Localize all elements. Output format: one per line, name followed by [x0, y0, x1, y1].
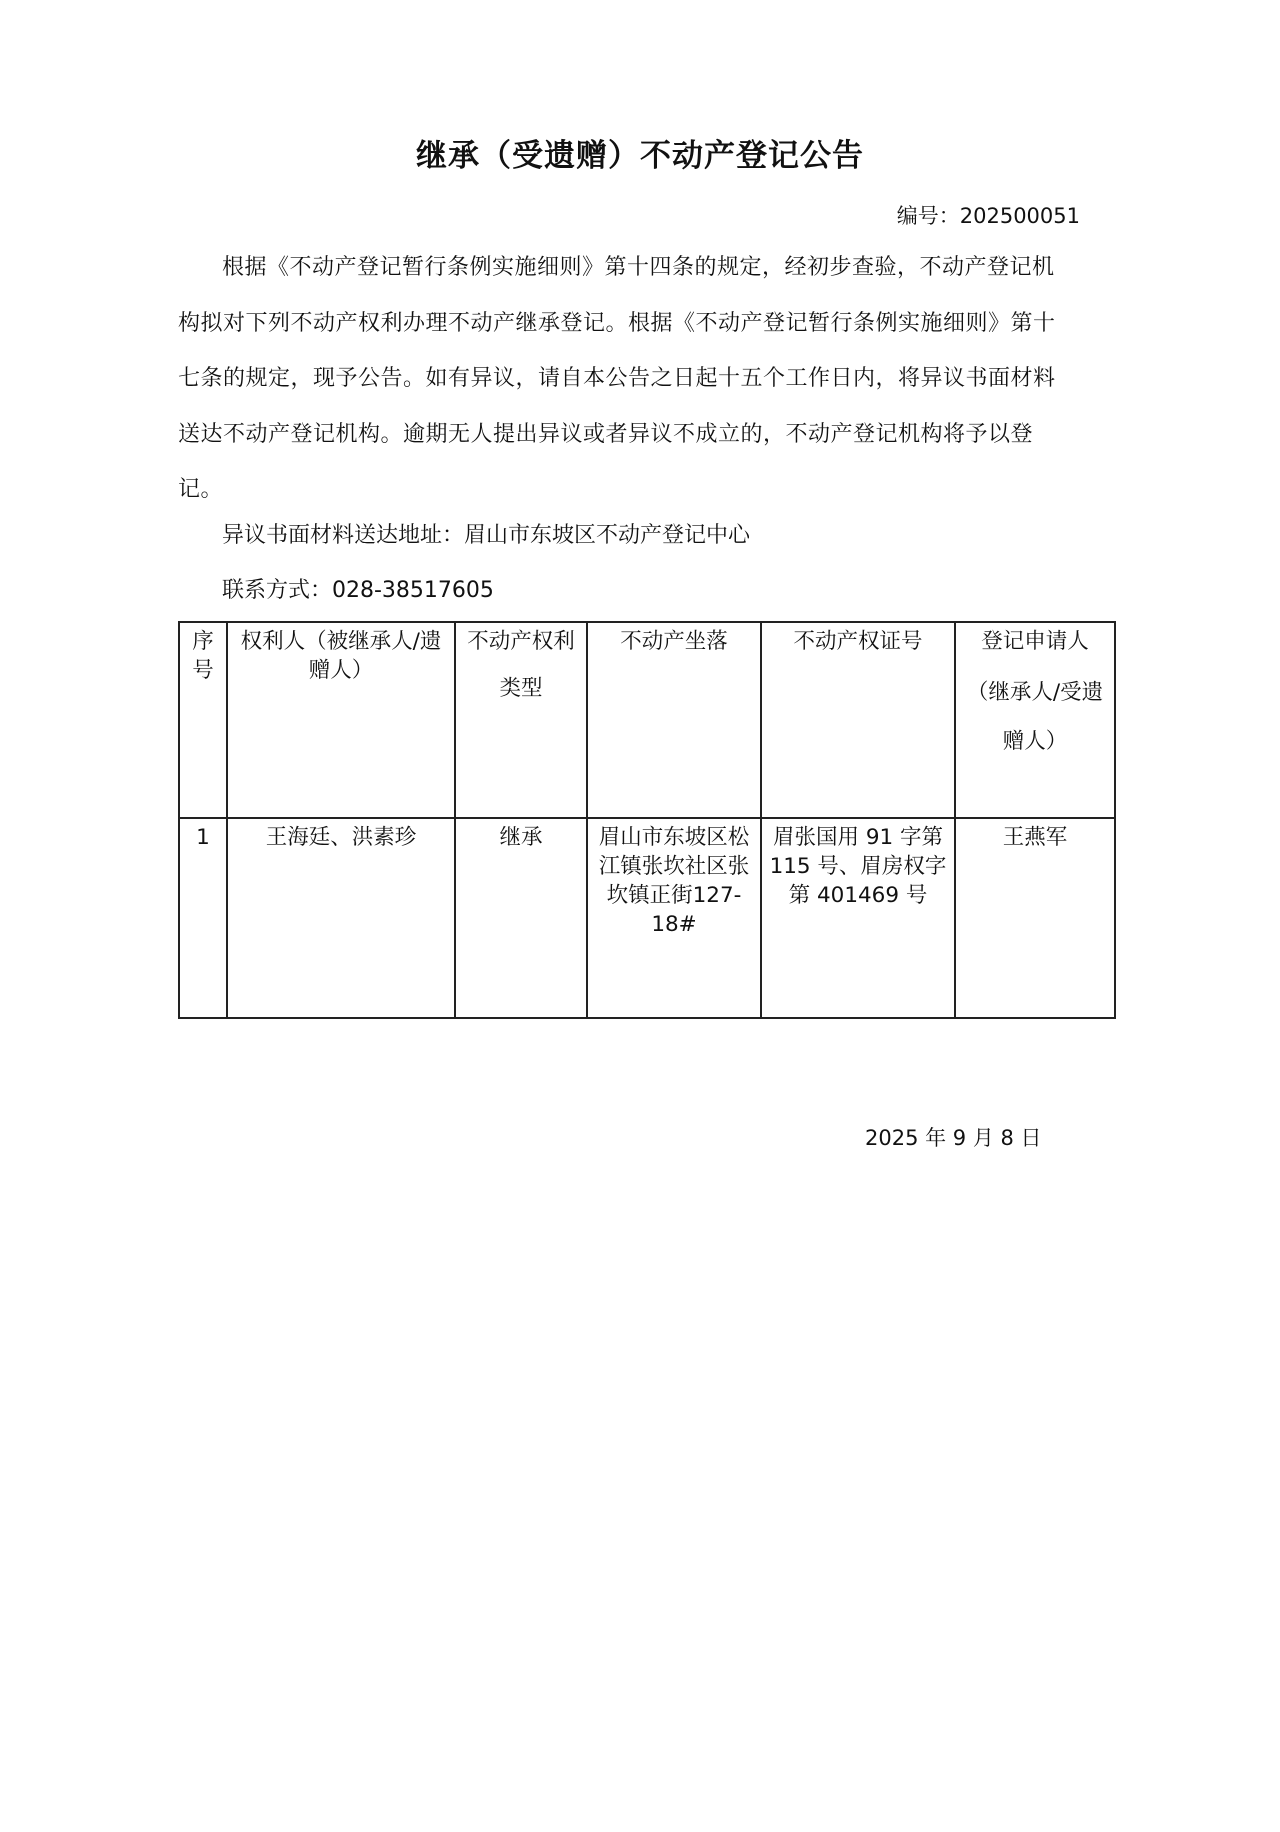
cell-right-type: 继承: [455, 818, 587, 1018]
notice-body: [178, 240, 1058, 518]
cell-applicant: 王燕军: [955, 818, 1115, 1018]
header-applicant-line1: 登记申请人: [981, 629, 1089, 654]
header-applicant: [955, 622, 1115, 818]
cell-owner: 王海廷、洪素珍: [227, 818, 455, 1018]
header-right-type: [455, 622, 587, 818]
notice-title: 继承（受遗赠）不动产登记公告: [416, 138, 864, 174]
table-row: [179, 818, 1115, 1018]
notice-number: 编号：202500051: [896, 204, 1080, 228]
registration-table: [178, 621, 1116, 1019]
cell-cert: 眉张国用 91 字第 115 号、眉房权字第 401469 号: [761, 818, 955, 1018]
header-right-type-line2: 类型: [499, 676, 543, 701]
header-cert: 不动产权证号: [761, 622, 955, 818]
cell-seq: 1: [179, 818, 227, 1018]
table-header-row: [179, 622, 1115, 818]
header-seq: 序号: [179, 622, 227, 818]
contact-info-text: 联系方式：028-38517605: [222, 578, 494, 603]
contact-info: [178, 563, 1058, 619]
header-right-type-line1: 不动产权利: [467, 629, 575, 654]
notice-date: 2025 年 9 月 8 日: [865, 1126, 1042, 1150]
cell-location: 眉山市东坡区松江镇张坎社区张坎镇正街127-18#: [587, 818, 761, 1018]
header-location: 不动产坐落: [587, 622, 761, 818]
header-applicant-line2: （继承人/受遗: [966, 680, 1104, 705]
objection-address-text: 异议书面材料送达地址：眉山市东坡区不动产登记中心: [222, 523, 751, 548]
header-owner: 权利人（被继承人/遗赠人）: [227, 622, 455, 818]
objection-address: [178, 508, 1058, 564]
header-applicant-line3: 赠人）: [1002, 729, 1068, 754]
notice-body-text: 根据《不动产登记暂行条例实施细则》第十四条的规定，经初步查验，不动产登记机构拟对下列不动产权利办理不动产继承登记。根据《不动产登记暂行条例实施细则》第十七条的规定，现予公告。如有异议，请自本公告之日起十五个工作日内，将异议书面材料送达不动产登记机构。逾期无人提出异议或者异议不成立的，不动产登记机构将予以登记。: [178, 255, 1056, 502]
